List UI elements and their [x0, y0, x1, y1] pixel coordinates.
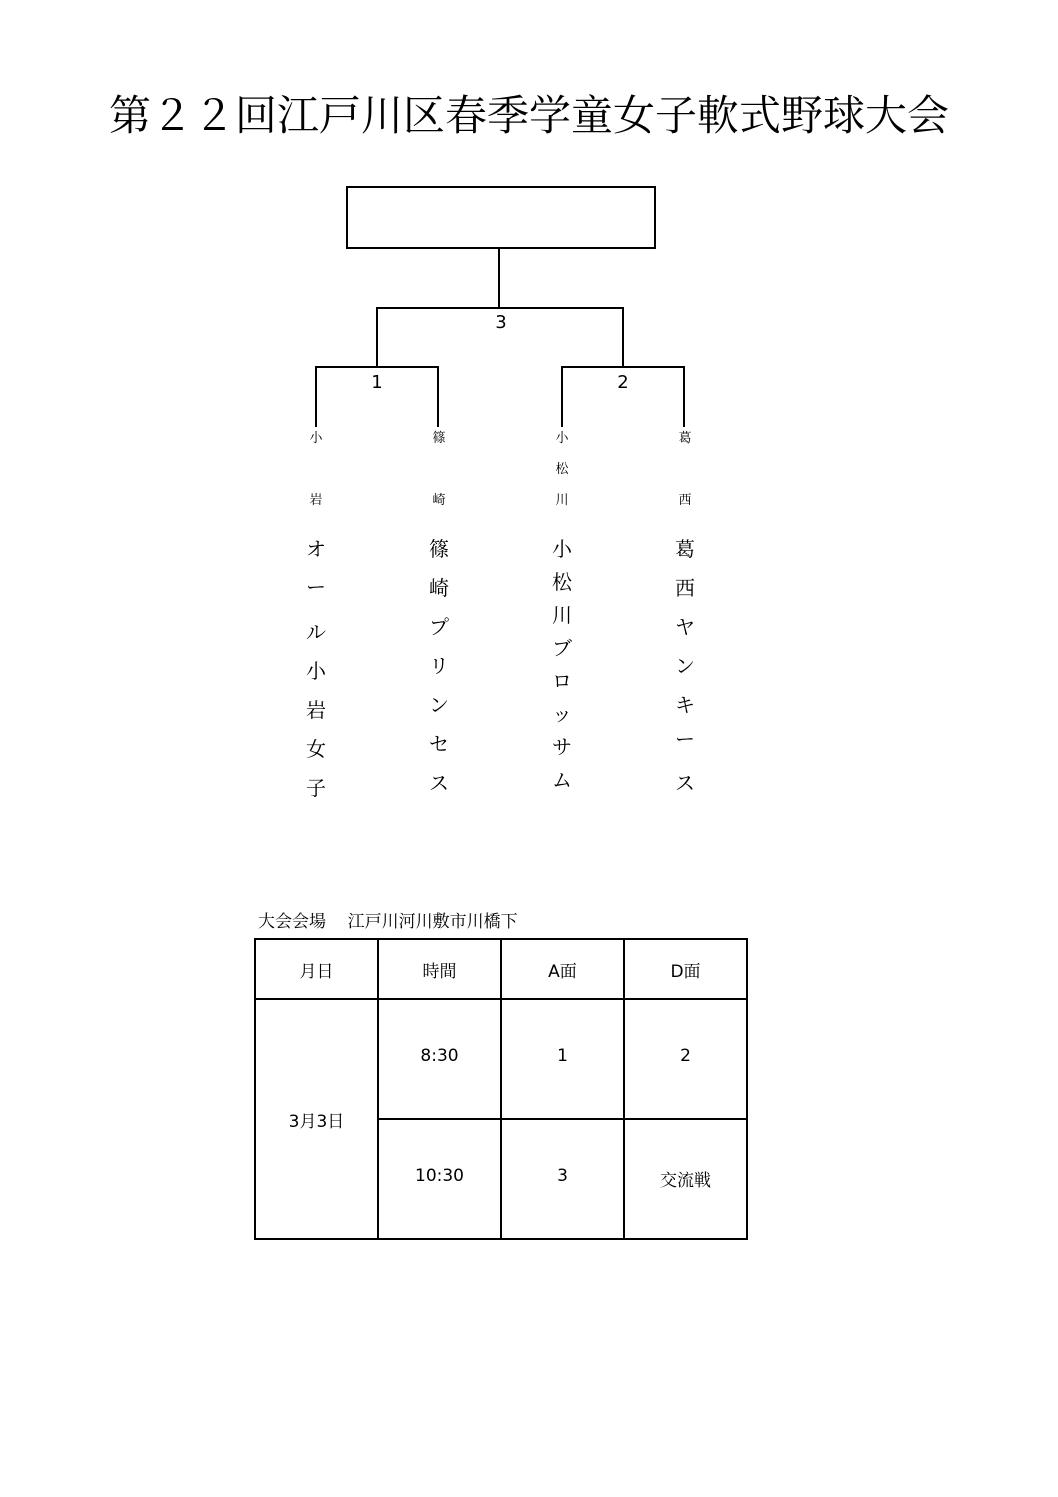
champion-box: [346, 186, 656, 249]
field-d-cell: 2: [624, 999, 747, 1119]
team-region-char: 崎: [432, 493, 446, 508]
team-column: [670, 431, 700, 810]
bracket-line: [683, 366, 685, 427]
field-a-cell: 1: [501, 999, 624, 1119]
team-name-char: ス: [429, 771, 449, 795]
team-name-char: ル: [306, 620, 326, 644]
time-cell: 8:30: [378, 999, 501, 1119]
team-region-char: 篠: [432, 431, 446, 446]
team-name-char: キ: [675, 693, 695, 717]
bracket-line: [498, 247, 500, 309]
team-region-char: 松: [555, 462, 569, 477]
team-name-char: 川: [552, 603, 572, 627]
page-title: 第２２回江戸川区春季学童女子軟式野球大会: [108, 91, 949, 140]
bracket-line: [561, 366, 563, 427]
header-date: 月日: [255, 939, 378, 999]
team-region-char: 小: [555, 431, 569, 446]
venue-place: 江戸川河川敷市川橋下: [347, 912, 518, 932]
team-name-char: ー: [306, 575, 326, 599]
team-name-char: 女: [306, 737, 326, 761]
team-region-char: [670, 462, 700, 493]
team-region-char: 川: [555, 493, 569, 508]
semi-right-game-number: 2: [617, 372, 629, 393]
team-name-char: プ: [429, 615, 449, 639]
team-name-char: サ: [552, 735, 572, 759]
field-a-cell: 3: [501, 1119, 624, 1239]
header-field-d: D面: [624, 939, 747, 999]
team-column: [424, 431, 454, 810]
team-name-char: 子: [306, 776, 326, 800]
team-name-char: ッ: [552, 702, 572, 726]
header-time: 時間: [378, 939, 501, 999]
team-name-char: ン: [675, 654, 695, 678]
semi-left-game-number: 1: [371, 372, 383, 393]
team-name-char: ン: [429, 693, 449, 717]
team-region-char: 西: [678, 493, 692, 508]
schedule-table: [254, 938, 748, 1240]
team-column: [547, 431, 577, 801]
venue-label: 大会会場: [258, 912, 326, 932]
table-row: [255, 999, 747, 1119]
bracket-line: [315, 366, 439, 368]
bracket-line: [315, 366, 317, 427]
bracket-line: [622, 307, 624, 368]
team-name-char: 岩: [306, 698, 326, 722]
header-field-a: A面: [501, 939, 624, 999]
team-name-char: セ: [429, 732, 449, 756]
bracket-line: [561, 366, 685, 368]
date-cell: 3月3日: [255, 999, 378, 1239]
final-game-number: 3: [495, 312, 507, 333]
team-name-char: ー: [675, 727, 695, 751]
team-name-char: 小: [552, 537, 572, 561]
team-column: [301, 431, 331, 815]
team-name-char: 松: [552, 570, 572, 594]
team-region-char: [301, 462, 331, 493]
team-name-char: 西: [675, 576, 695, 600]
bracket-line: [376, 307, 624, 309]
team-name-char: 葛: [675, 537, 695, 561]
team-name-char: オ: [306, 537, 326, 561]
team-region-char: [424, 462, 454, 493]
team-name-char: 篠: [429, 537, 449, 561]
team-name-char: リ: [429, 654, 449, 678]
team-name-char: ス: [675, 771, 695, 795]
team-region-char: 岩: [309, 493, 323, 508]
team-name-char: ム: [552, 768, 572, 792]
bracket-line: [437, 366, 439, 427]
table-header-row: [255, 939, 747, 999]
time-cell: 10:30: [378, 1119, 501, 1239]
team-region-char: 葛: [678, 431, 692, 446]
team-name-char: 小: [306, 659, 326, 683]
team-name-char: ブ: [552, 636, 572, 660]
team-name-char: 崎: [429, 576, 449, 600]
venue-line: [258, 911, 518, 933]
team-name-char: ヤ: [675, 615, 695, 639]
team-name-char: ロ: [552, 669, 572, 693]
team-region-char: 小: [309, 431, 323, 446]
bracket-line: [376, 307, 378, 368]
field-d-cell: 交流戦: [624, 1119, 747, 1239]
